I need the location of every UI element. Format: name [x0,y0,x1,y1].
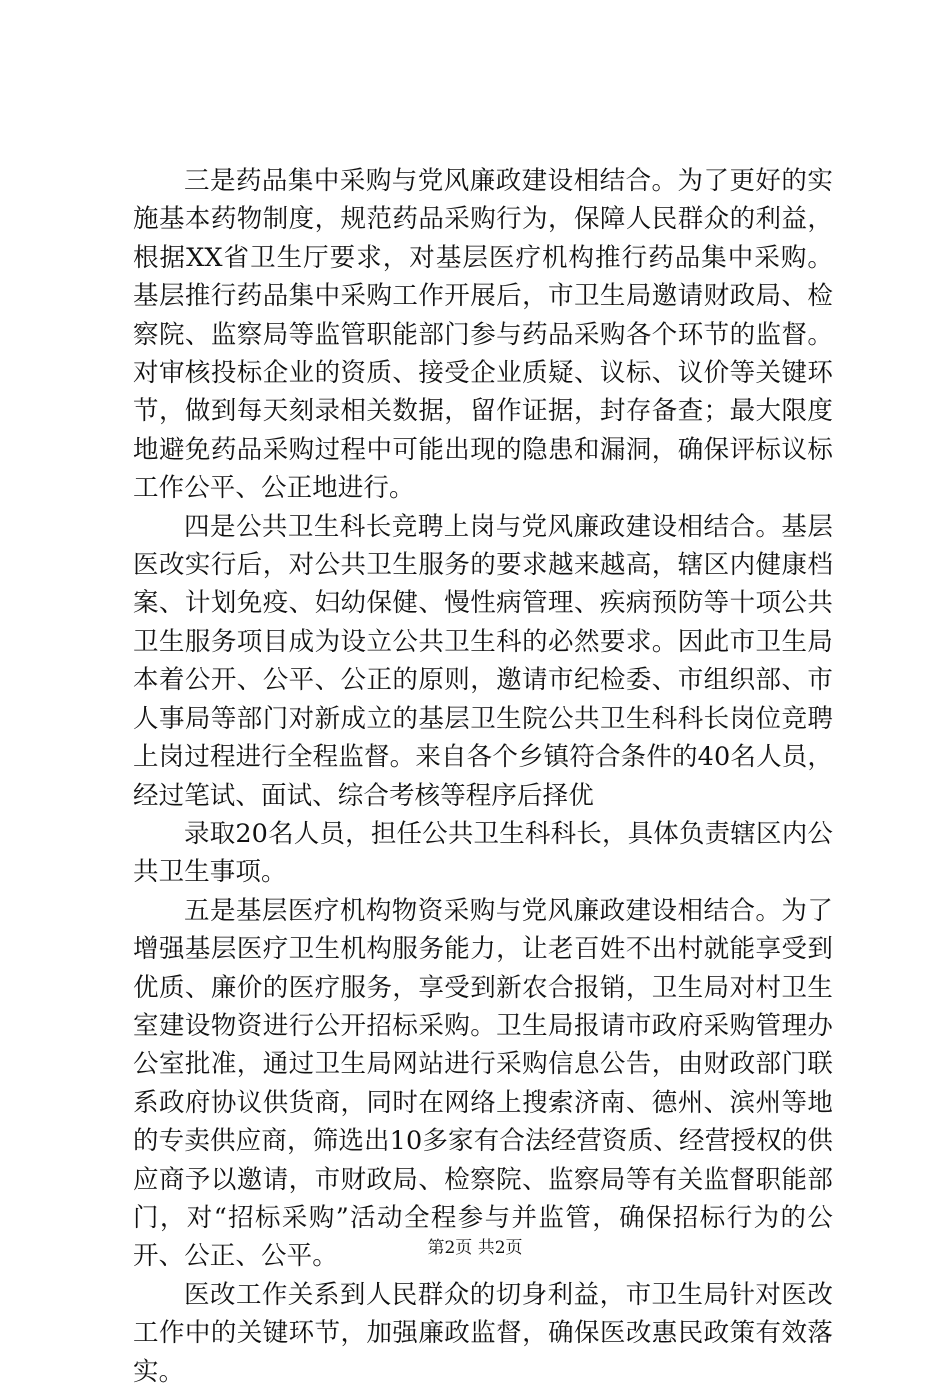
page-number-footer: 第2页 共2页 [427,1238,523,1258]
paragraph-hiring-result: 录取20名人员，担任公共卫生科科长，具体负责辖区内公共卫生事项。 [133,818,833,888]
paragraph-public-health-chief: 四是公共卫生科长竞聘上岗与党风廉政建设相结合。基层医改实行后，对公共卫生服务的要求越来越高，辖区内健康档案、计划免疫、妇幼保健、慢性病管理、疾病预防等十项公共卫生服务项目成为设立公共卫生科的必然要求。因此市卫生局本着公开、公平、公正的原则，邀请市纪检委、市组织部、市人事局等部门对新成立的基层卫生院公共卫生科科长岗位竞聘上岗过程进行全程监督。来自各个乡镇符合条件的40名人员，经过笔试、面试、综合考核等程序后择优 [133,511,833,811]
paragraph-conclusion: 医改工作关系到人民群众的切身利益，市卫生局针对医改工作中的关键环节，加强廉政监督，确保医改惠民政策有效落实。 [133,1279,833,1387]
document-body [133,162,833,1391]
paragraph-material-procurement: 五是基层医疗机构物资采购与党风廉政建设相结合。为了增强基层医疗卫生机构服务能力，让老百姓不出村就能享受到优质、廉价的医疗服务，享受到新农合报销，卫生局对村卫生室建设物资进行公开招标采购。卫生局报请市政府采购管理办公室批准，通过卫生局网站进行采购信息公告，由财政部门联系政府协议供货商，同时在网络上搜索济南、德州、滨州等地的专卖供应商，筛选出10多家有合法经营资质、经营授权的供应商予以邀请，市财政局、检察院、监察局等有关监督职能部门，对“招标采购”活动全程参与并监管，确保招标行为的公开、公正、公平。 [133,895,833,1272]
paragraph-drug-procurement: 三是药品集中采购与党风廉政建设相结合。为了更好的实施基本药物制度，规范药品采购行为，保障人民群众的利益，根据XX省卫生厅要求，对基层医疗机构推行药品集中采购。基层推行药品集中采购工作开展后，市卫生局邀请财政局、检察院、监察局等监管职能部门参与药品采购各个环节的监督。对审核投标企业的资质、接受企业质疑、议标、议价等关键环节，做到每天刻录相关数据，留作证据，封存备查；最大限度地避免药品采购过程中可能出现的隐患和漏洞，确保评标议标工作公平、公正地进行。 [133,166,833,504]
